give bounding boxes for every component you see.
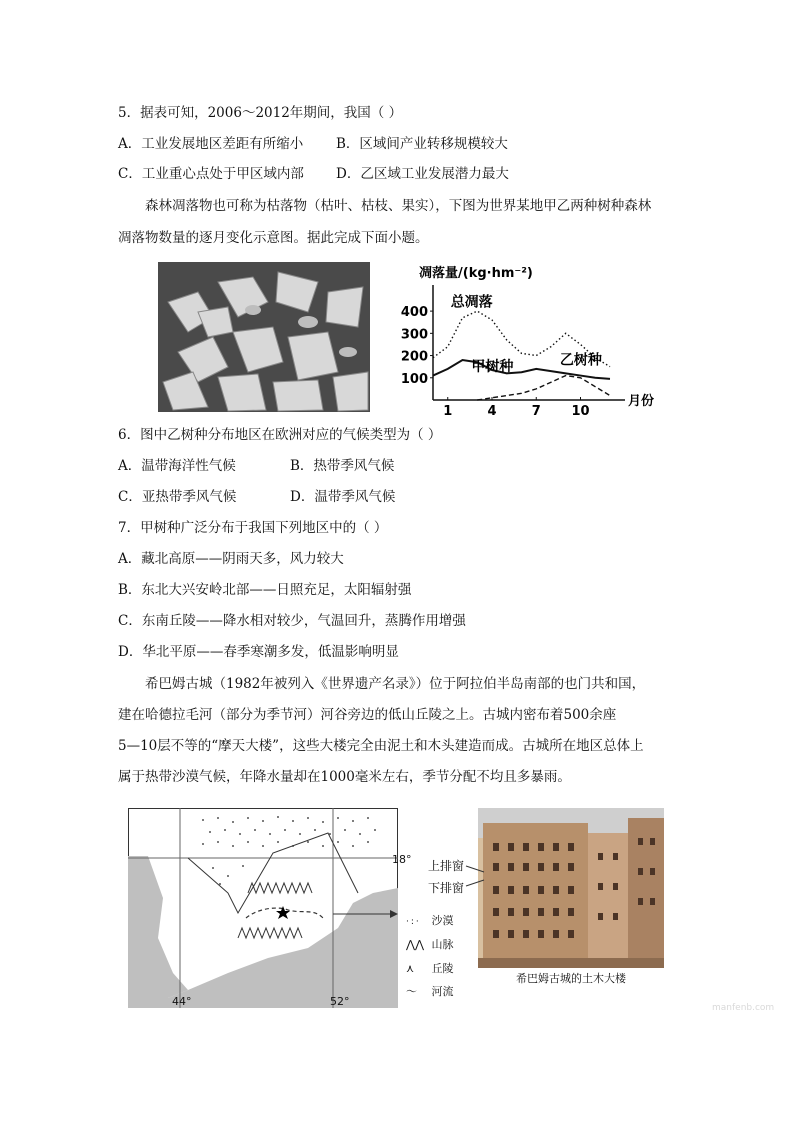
y-axis-label: 凋落量/(kg·hm⁻²) — [419, 266, 533, 281]
yemen-map — [128, 808, 398, 1008]
x-axis-label: 月份 — [628, 394, 655, 409]
q5-option-c: C．工业重心点处于甲区域内部 — [118, 166, 304, 182]
intro2-line1: 希巴姆古城（1982年被列入《世界遗产名录》）位于阿拉伯半岛南部的也门共和国， — [145, 676, 646, 692]
intro2-line4: 属于热带沙漠气候，年降水量却在1000毫米左右，季节分配不均且多暴雨。 — [118, 769, 571, 785]
x-tick-label: 1 — [443, 404, 453, 419]
y-tick-label: 200 — [400, 349, 428, 365]
legend-desert — [406, 912, 454, 928]
x-tick-label: 7 — [531, 404, 541, 419]
q7-stem: 7．甲树种广泛分布于我国下列地区中的（ ） — [118, 520, 388, 536]
q5-option-b: B．区域间产业转移规模较大 — [336, 136, 508, 152]
intro2-line3: 5—10层不等的“摩天大楼”，这些大楼完全由泥土和木头建造而成。古城所在地区总体上 — [118, 738, 644, 754]
y-tick-label: 400 — [400, 305, 428, 321]
q6-option-c: C．亚热带季风气候 — [118, 489, 237, 505]
q5-stem: 5．据表可知，2006～2012年期间，我国（ ） — [118, 105, 403, 121]
legend-river — [406, 983, 454, 999]
lat-18-label: 18° — [392, 853, 412, 866]
x-tick-label: 10 — [571, 404, 590, 419]
mud-tower-photo — [478, 808, 664, 968]
legend-mountain-label: 山脉 — [431, 938, 454, 951]
legend-hill — [406, 960, 454, 976]
intro1-line1: 森林凋落物也可称为枯落物（枯叶、枯枝、果实），下图为世界某地甲乙两种树种森林 — [145, 198, 652, 214]
intro2-line2: 建在哈德拉毛河（部分为季节河）河谷旁边的低山丘陵之上。古城内密布着500余座 — [118, 707, 617, 723]
q6-option-b: B．热带季风气候 — [290, 458, 395, 474]
q7-option-d: D．华北平原——春季寒潮多发，低温影响明显 — [118, 644, 399, 660]
litter-chart-svg — [400, 255, 655, 420]
lon-44-label: 44° — [172, 995, 192, 1008]
series-line-乙树种 — [477, 376, 610, 400]
y-tick-label: 100 — [400, 371, 428, 387]
series-label-乙树种: 乙树种 — [559, 352, 602, 369]
q6-stem: 6．图中乙树种分布地区在欧洲对应的气候类型为（ ） — [118, 427, 442, 443]
x-tick-label: 4 — [487, 404, 497, 419]
desert-icon: ·:· — [406, 917, 421, 927]
legend-desert-label: 沙漠 — [431, 914, 454, 927]
legend-river-label: 河流 — [431, 985, 454, 998]
series-label-甲树种: 甲树种 — [471, 359, 514, 376]
litter-chart — [400, 255, 655, 420]
q6-option-a: A．温带海洋性气候 — [118, 458, 236, 474]
q7-option-c: C．东南丘陵——降水相对较少，气温回升，蒸腾作用增强 — [118, 613, 466, 629]
intro1-line2: 凋落物数量的逐月变化示意图。据此完成下面小题。 — [118, 230, 429, 246]
mountain-icon: ⋀⋀ — [406, 938, 425, 951]
q5-option-d: D．乙区域工业发展潜力最大 — [336, 166, 509, 182]
upper-window-label: 上排窗 — [428, 859, 465, 873]
series-label-总凋落: 总凋落 — [450, 294, 493, 311]
lon-52-label: 52° — [330, 995, 350, 1008]
lower-window-label: 下排窗 — [428, 881, 465, 895]
window-pointer-lines — [466, 860, 486, 890]
tower-caption: 希巴姆古城的土木大楼 — [516, 972, 626, 985]
q5-option-a: A．工业发展地区差距有所缩小 — [118, 136, 304, 152]
q7-option-a: A．藏北高原——阴雨天多，风力较大 — [118, 551, 344, 567]
legend-mountain — [406, 936, 454, 952]
y-tick-label: 300 — [400, 327, 428, 343]
river-icon: 〜 — [406, 985, 417, 998]
leaf-litter-photo — [158, 262, 370, 412]
hill-icon: ⋏ — [406, 962, 415, 975]
q7-option-b: B．东北大兴安岭北部——日照充足，太阳辐射强 — [118, 582, 412, 598]
watermark: manfenb.com — [712, 1003, 775, 1013]
legend-hill-label: 丘陵 — [431, 962, 454, 975]
q6-option-d: D．温带季风气候 — [290, 489, 396, 505]
